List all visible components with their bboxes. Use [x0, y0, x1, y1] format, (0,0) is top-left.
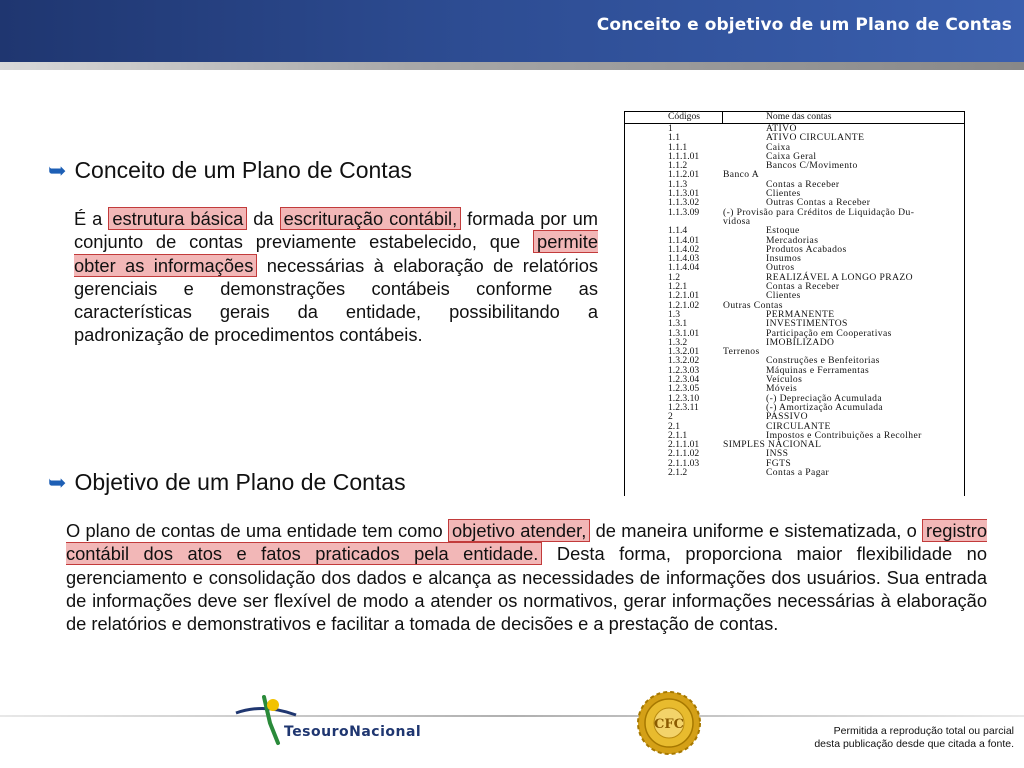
table-row — [625, 208, 964, 217]
section-heading-concept — [48, 157, 412, 184]
account-name: Clientes — [766, 188, 801, 200]
account-name: Clientes — [766, 290, 801, 302]
account-name: INVESTIMENTOS — [766, 318, 848, 330]
text-segment: de maneira uniforme e sistematizada, o — [590, 520, 923, 541]
account-code: 1.2.3.04 — [668, 374, 700, 386]
header-bar — [0, 0, 1024, 62]
account-code: 1.1.4.01 — [668, 234, 700, 246]
account-code: 1.1 — [668, 132, 680, 144]
account-code: 1.1.3.02 — [668, 197, 700, 209]
account-code: 1.2.3.10 — [668, 392, 700, 404]
reproduction-notice-line2: desta publicação desde que citada a fonte. — [814, 738, 1014, 750]
section-heading-objective-text: Objetivo de um Plano de Contas — [74, 469, 406, 495]
account-name: Contas a Receber — [766, 178, 840, 190]
account-name: (-) Depreciação Acumulada — [766, 392, 883, 404]
cfc-seal-logo — [636, 690, 702, 756]
account-name: Bancos C/Movimento — [766, 160, 858, 172]
column-header-codes: Códigos — [625, 112, 723, 123]
account-name: Caixa Geral — [766, 150, 817, 162]
text-segment: O plano de contas de uma entidade tem como — [66, 520, 448, 541]
account-name: Máquinas e Ferramentas — [766, 364, 870, 376]
account-code: 2.1.2 — [668, 466, 688, 478]
account-name: vidosa — [723, 215, 751, 227]
account-name: PASSIVO — [766, 411, 808, 423]
highlight-registro-contabil: registro contábil dos atos e fatos praticados pela entidade. — [66, 520, 987, 565]
account-code: 1.1.4.02 — [668, 243, 700, 255]
hooked-arrow-icon: ➥ — [48, 158, 67, 183]
account-code: 1.1.4.04 — [668, 262, 700, 274]
account-name: Outros — [766, 262, 795, 274]
table-row — [625, 468, 964, 477]
account-name: Mercadorias — [766, 234, 819, 246]
account-name: REALIZÁVEL A LONGO PRAZO — [766, 271, 914, 283]
account-name: CIRCULANTE — [766, 420, 831, 432]
svg-text:CFC: CFC — [654, 717, 684, 732]
highlight-permite-obter: permite obter as informações — [74, 231, 598, 276]
concept-paragraph — [74, 207, 598, 347]
account-code: 1.3.2 — [668, 336, 688, 348]
account-name: Banco A — [723, 169, 760, 181]
account-name: Outras Contas a Receber — [766, 197, 871, 209]
account-code: 1.2.3.03 — [668, 364, 700, 376]
account-code: 1.1.2.01 — [668, 169, 700, 181]
account-name: Produtos Acabados — [766, 243, 847, 255]
page-title: Conceito e objetivo de um Plano de Contas — [596, 15, 1012, 35]
account-code: 1.2.1.02 — [668, 299, 700, 311]
account-code: 1.1.4.03 — [668, 253, 700, 265]
section-heading-objective — [48, 469, 406, 496]
account-code: 1.3 — [668, 308, 680, 320]
account-name: FGTS — [766, 457, 792, 469]
account-code: 1.3.1.01 — [668, 327, 700, 339]
table-body — [625, 124, 964, 477]
account-name: ATIVO — [766, 123, 797, 134]
account-code: 1.2.1.01 — [668, 290, 700, 302]
account-name: PERMANENTE — [766, 308, 835, 320]
account-code: 1.3.1 — [668, 318, 688, 330]
account-code: 1.1.2 — [668, 160, 688, 172]
account-name: INSS — [766, 448, 789, 460]
account-name: Estoque — [766, 225, 800, 237]
account-code: 2.1.1.03 — [668, 457, 700, 469]
text-segment: É a — [74, 208, 109, 229]
highlight-estrutura-basica: estrutura básica — [108, 207, 247, 230]
account-name: Terrenos — [723, 346, 760, 358]
account-name: Móveis — [766, 383, 798, 395]
account-code: 1.3.2.01 — [668, 346, 700, 358]
account-code: 1.1.1.01 — [668, 150, 700, 162]
account-name: Contas a Receber — [766, 281, 840, 293]
highlight-objetivo-atender: objetivo atender, — [448, 519, 590, 542]
account-name: Caixa — [766, 141, 791, 153]
account-code: 2.1 — [668, 420, 680, 432]
account-code: 1.1.4 — [668, 225, 688, 237]
tesouro-nacional-logo — [234, 693, 434, 749]
account-name: (-) Amortização Acumulada — [766, 401, 884, 413]
text-segment: necessárias à elaboração de relatórios gerenciais e demonstrações contábeis conforme as características gerais da entidade, possibilitando a padronização de procedimentos contábeis. — [74, 254, 598, 346]
account-code: 1.1.3.01 — [668, 188, 700, 200]
account-name: Impostos e Contribuições a Recolher — [766, 429, 922, 441]
account-name: Participação em Cooperativas — [766, 327, 892, 339]
chart-of-accounts-table — [624, 111, 965, 496]
reproduction-notice — [814, 725, 1014, 751]
text-segment: da — [247, 208, 280, 229]
reproduction-notice-line1: Permitida a reprodução total ou parcial — [833, 725, 1014, 737]
account-code: 1.2 — [668, 271, 680, 283]
header-divider — [0, 62, 1024, 70]
tesouro-nacional-logo-text: TesouroNacional — [284, 724, 422, 740]
account-code: 2.1.1.01 — [668, 439, 700, 451]
column-header-names: Nome das contas — [766, 111, 832, 122]
account-name: Construções e Benfeitorias — [766, 355, 880, 367]
highlight-escrituracao-contabil: escrituração contábil, — [280, 207, 462, 230]
account-name: Contas a Pagar — [766, 466, 830, 478]
objective-paragraph — [66, 519, 987, 635]
text-segment: formada por um conjunto de contas previamente estabelecido, que — [74, 208, 598, 253]
account-code: 1.1.3.09 — [668, 206, 700, 218]
account-name: ATIVO CIRCULANTE — [766, 132, 865, 144]
account-code: 1.1.1 — [668, 141, 688, 153]
account-name: SIMPLES NACIONAL — [723, 439, 822, 451]
account-code: 1.1.3 — [668, 178, 688, 190]
account-name: Veículos — [766, 374, 803, 386]
account-code: 1.3.2.02 — [668, 355, 700, 367]
account-name: Outras Contas — [723, 299, 783, 311]
account-code: 1.2.3.05 — [668, 383, 700, 395]
hooked-arrow-icon: ➥ — [48, 470, 67, 495]
account-name: Insumos — [766, 253, 802, 265]
account-name: IMOBILIZADO — [766, 336, 835, 348]
account-code: 2.1.1 — [668, 429, 688, 441]
account-name: (-) Provisão para Créditos de Liquidação Du- — [723, 206, 915, 218]
account-code: 1.2.1 — [668, 281, 688, 293]
text-segment: Desta forma, proporciona maior flexibilidade no gerenciamento e consolidação dos dados e alcança as necessidades de informações dos usuários. Sua entrada de informações deve ser flexível de modo a atender os normativos, gerar informações necessárias à elaboração de relatórios e demonstrativos e facilitar a tomada de decisões e a prestação de contas. — [66, 543, 987, 635]
account-code: 1 — [668, 123, 673, 134]
account-code: 1.2.3.11 — [668, 401, 699, 413]
account-code: 2.1.1.02 — [668, 448, 700, 460]
footer-divider — [0, 715, 1024, 717]
account-code: 2 — [668, 411, 673, 423]
section-heading-concept-text: Conceito de um Plano de Contas — [74, 157, 412, 183]
